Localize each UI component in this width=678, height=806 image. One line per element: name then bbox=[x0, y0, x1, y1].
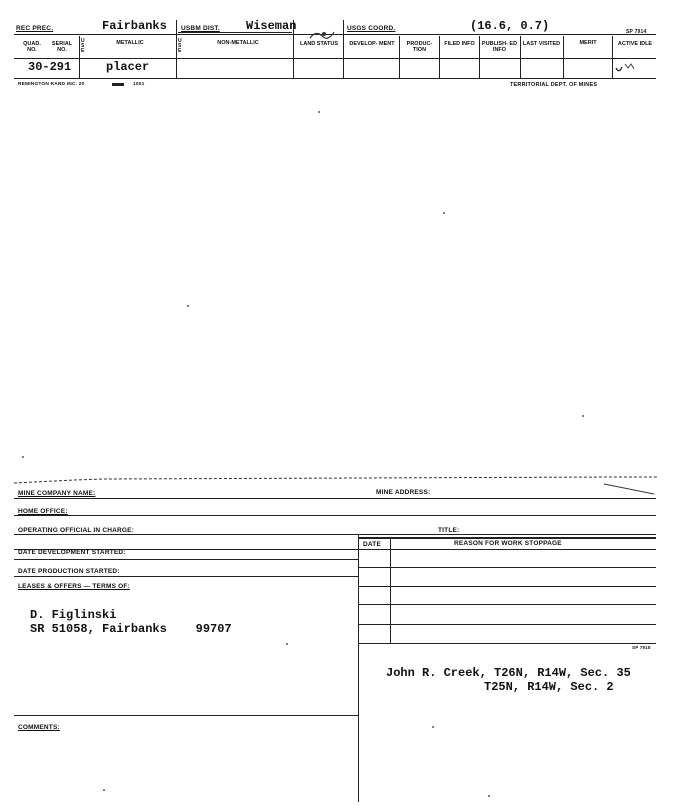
col-use-2: U S E bbox=[178, 38, 182, 54]
col-divider bbox=[439, 36, 440, 78]
metallic-value: placer bbox=[106, 60, 150, 74]
rec-prec-value: Fairbanks bbox=[102, 19, 167, 33]
rule bbox=[358, 537, 656, 539]
rule bbox=[14, 715, 358, 716]
col-divider bbox=[520, 36, 521, 78]
rec-prec-label: REC PREC. bbox=[16, 25, 54, 32]
rule bbox=[358, 586, 656, 587]
date-divider bbox=[390, 537, 391, 643]
operating-official-label: OPERATING OFFICIAL IN CHARGE: bbox=[18, 527, 135, 534]
center-divider bbox=[358, 534, 359, 802]
leases-offers-label: LEASES & OFFERS — TERMS OF: bbox=[18, 583, 130, 590]
lessee-address: SR 51058, Fairbanks 99707 bbox=[30, 622, 232, 636]
comments-label: COMMENTS: bbox=[18, 724, 60, 731]
usbm-dist-value: Wiseman bbox=[246, 19, 297, 33]
col-divider bbox=[563, 36, 564, 78]
quad-serial-value: 30-291 bbox=[28, 60, 72, 74]
mine-company-name-label: MINE COMPANY NAME: bbox=[18, 490, 96, 497]
col-land-status: LAND STATUS bbox=[300, 41, 338, 47]
rule bbox=[14, 559, 358, 560]
col-divider bbox=[176, 20, 177, 78]
col-quad-no: QUAD. NO. bbox=[23, 41, 41, 53]
printer-imprint: REMINGTON RAND INC. 20 bbox=[18, 82, 85, 87]
footer-bar bbox=[112, 83, 124, 86]
col-filed-info: FILED INFO bbox=[444, 41, 475, 47]
reason-column-label: REASON FOR WORK STOPPAGE bbox=[454, 540, 562, 547]
pencil-mark-icon bbox=[612, 60, 642, 76]
col-merit: MERIT bbox=[579, 40, 597, 46]
rule bbox=[358, 549, 656, 550]
rule bbox=[358, 604, 656, 605]
footer-code: 1001 bbox=[133, 82, 145, 87]
rule bbox=[358, 643, 656, 644]
usgs-coord-value: (16.6, 0.7) bbox=[470, 19, 550, 33]
col-last-visited: LAST VISITED bbox=[522, 41, 561, 47]
col-divider bbox=[343, 20, 344, 78]
rule bbox=[14, 576, 358, 577]
location-line-2: T25N, R14W, Sec. 2 bbox=[484, 680, 614, 694]
col-production: PRODUC- TION bbox=[406, 41, 433, 53]
rule bbox=[14, 498, 656, 499]
lessee-name: D. Figlinski bbox=[30, 608, 117, 622]
form-number-top: SP 7914 bbox=[626, 29, 647, 35]
date-development-started-label: DATE DEVELOPMENT STARTED: bbox=[18, 549, 126, 556]
tear-edge bbox=[14, 474, 658, 498]
territorial-dept: TERRITORIAL DEPT. OF MINES bbox=[510, 82, 598, 88]
col-published-info: PUBLISH- ED INFO bbox=[481, 41, 518, 53]
title-label: TITLE: bbox=[438, 527, 460, 534]
rule bbox=[358, 624, 656, 625]
col-divider bbox=[79, 36, 80, 78]
usgs-coord-label: USGS COORD. bbox=[347, 25, 396, 32]
col-use-1: U S E bbox=[81, 38, 85, 54]
col-metallic: METALLIC bbox=[116, 40, 144, 46]
date-production-started-label: DATE PRODUCTION STARTED: bbox=[18, 568, 120, 575]
top-card-rule-2 bbox=[14, 58, 656, 59]
mine-address-label: MINE ADDRESS: bbox=[376, 489, 431, 496]
col-active-idle: ACTIVE IDLE bbox=[617, 41, 653, 47]
date-column-label: DATE bbox=[363, 541, 382, 548]
home-office-label: HOME OFFICE: bbox=[18, 508, 68, 515]
rule bbox=[358, 567, 656, 568]
col-divider bbox=[479, 36, 480, 78]
stamp-smudge-icon bbox=[308, 28, 342, 42]
location-line-1: John R. Creek, T26N, R14W, Sec. 35 bbox=[386, 666, 631, 680]
rule bbox=[14, 534, 656, 535]
col-non-metallic: NON-METALLIC bbox=[217, 40, 259, 46]
col-divider bbox=[399, 36, 400, 78]
col-serial-no: SERIAL NO. bbox=[51, 41, 73, 53]
col-development: DEVELOP- MENT bbox=[349, 41, 395, 47]
form-number-bottom: SP 7915 bbox=[632, 645, 651, 650]
usbm-dist-label: USBM DIST. bbox=[181, 25, 220, 32]
rule bbox=[14, 515, 656, 516]
top-card-rule-3 bbox=[14, 78, 656, 79]
